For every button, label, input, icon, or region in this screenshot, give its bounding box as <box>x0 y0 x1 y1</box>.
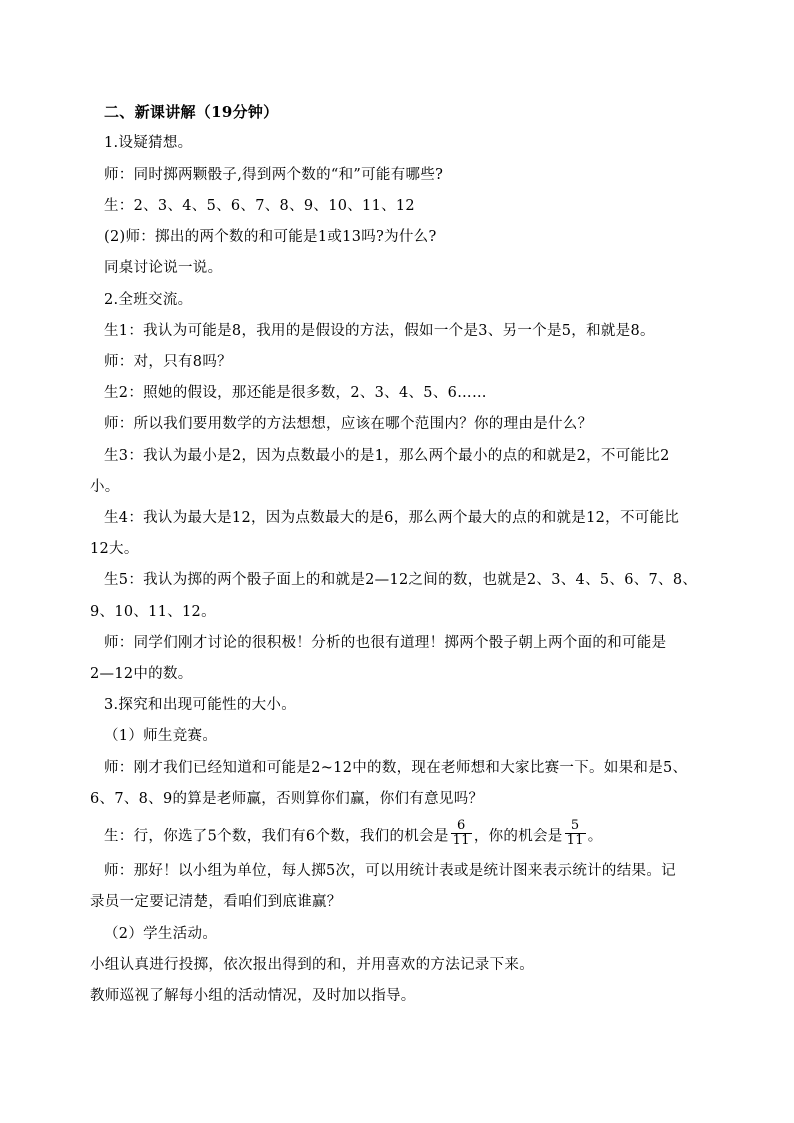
paragraph-line: 师：同学们刚才讨论的很积极！分析的也很有道理！掷两个骰子朝上两个面的和可能是 <box>104 635 667 651</box>
paragraph-line: 生1：我认为可能是8，我用的是假设的方法，假如一个是3、另一个是5，和就是8。 <box>104 323 655 339</box>
paragraph-line: 生2：照她的假设，那还能是很多数，2、3、4、5、6…… <box>104 385 487 401</box>
paragraph-line: （1）师生竞赛。 <box>104 728 218 744</box>
fraction-six-elevenths <box>451 819 472 848</box>
fraction-line <box>104 818 734 851</box>
paragraph-line: 同桌讨论说一说。 <box>104 260 223 276</box>
fraction-line-text: 。 <box>587 828 603 845</box>
fraction-numerator: 6 <box>451 819 472 834</box>
paragraph-line: 师：所以我们要用数学的方法想想，应该在哪个范围内？你的理由是什么？ <box>104 416 593 432</box>
paragraph-line: 6、7、8、9的算是老师赢，否则算你们赢，你们有意见吗？ <box>90 791 484 807</box>
section-heading: 二、新课讲解（19分钟） <box>104 103 279 121</box>
paragraph-line: (2)师：掷出的两个数的和可能是1或13吗?为什么? <box>104 229 437 245</box>
fraction-line-text: ，你的机会是 <box>473 828 563 845</box>
paragraph-line: 师：对，只有8吗？ <box>104 354 232 370</box>
fraction-denominator: 11 <box>452 833 470 848</box>
paragraph-line: 生4：我认为最大是12，因为点数最大的是6，那么两个最大的点的和就是12，不可能比 <box>104 510 680 526</box>
paragraph-line: 生：2、3、4、5、6、7、8、9、10、11、12 <box>104 198 415 214</box>
paragraph-line: （2）学生活动。 <box>104 926 218 942</box>
fraction-line-text: 生：行，你选了5个数，我们有6个数，我们的机会是 <box>104 828 449 845</box>
paragraph-line: 录员一定要记清楚，看咱们到底谁赢？ <box>90 894 342 910</box>
paragraph-line: 2—12中的数。 <box>90 666 193 682</box>
paragraph-line: 2.全班交流。 <box>104 292 193 308</box>
paragraph-line: 生5：我认为掷的两个骰子面上的和就是2—12之间的数，也就是2、3、4、5、6、7、8、 <box>104 572 698 588</box>
paragraph-line: 生3：我认为最小是2，因为点数最小的是1，那么两个最小的点的和就是2，不可能比2 <box>104 448 670 464</box>
paragraph-line: 9、10、11、12。 <box>90 604 216 620</box>
paragraph-line: 3.探究和出现可能性的大小。 <box>104 697 297 713</box>
paragraph-line: 小。 <box>90 479 120 495</box>
paragraph-line: 师：同时掷两颗骰子,得到两个数的“和”可能有哪些? <box>104 167 444 183</box>
paragraph-line: 师：那好！以小组为单位，每人掷5次，可以用统计表或是统计图来表示统计的结果。记 <box>104 863 676 879</box>
fraction-five-elevenths <box>565 819 586 848</box>
paragraph-line: 教师巡视了解每小组的活动情况，及时加以指导。 <box>90 988 416 1004</box>
fraction-numerator: 5 <box>565 819 586 834</box>
paragraph-line: 师：刚才我们已经知道和可能是2~12中的数，现在老师想和大家比赛一下。如果和是5、 <box>104 760 688 776</box>
paragraph-line: 小组认真进行投掷，依次报出得到的和，并用喜欢的方法记录下来。 <box>90 957 534 973</box>
paragraph-line: 1.设疑猜想。 <box>104 135 193 151</box>
paragraph-line: 12大。 <box>90 541 139 557</box>
fraction-denominator: 11 <box>566 833 584 848</box>
